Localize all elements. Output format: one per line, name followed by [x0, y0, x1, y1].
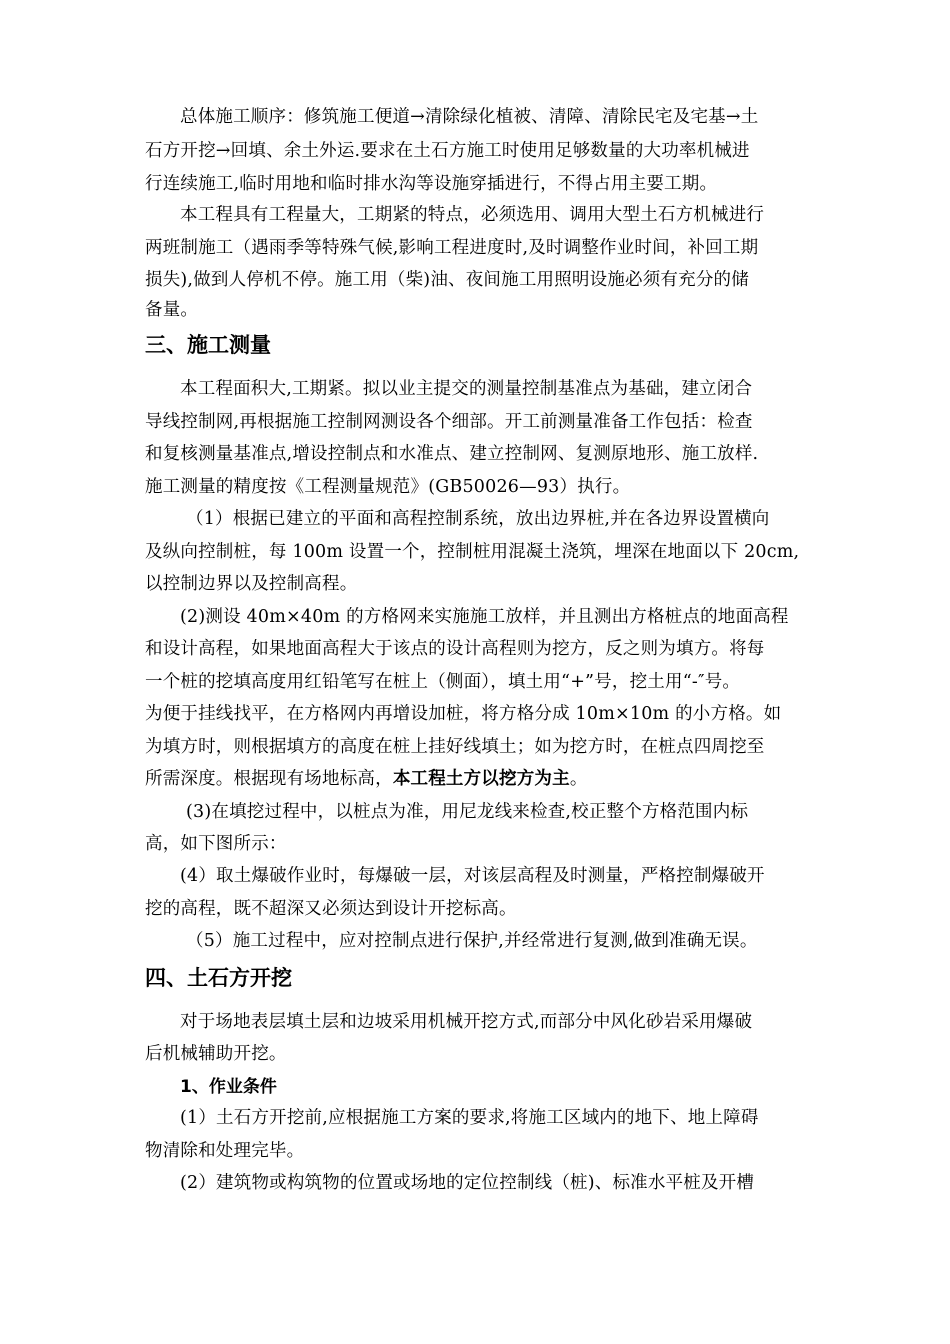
paragraph-line: 对于场地表层填土层和边坡采用机械开挖方式,而部分中风化砂岩采用爆破	[180, 1012, 753, 1032]
paragraph-line: 总体施工顺序：修筑施工便道→清除绿化植被、清障、清除民宅及宅基→土	[180, 107, 759, 127]
paragraph-line: 和设计高程，如果地面高程大于该点的设计高程则为挖方，反之则为填方。将每	[145, 639, 765, 659]
paragraph-line	[145, 768, 588, 790]
paragraph-line: 挖的高程，既不超深又必须达到设计开挖标高。	[145, 899, 517, 919]
bold-emphasis: 本工程土方以挖方为主	[392, 769, 570, 789]
paragraph-line: 为便于挂线找平，在方格网内再增设加桩，将方格分成 10m×10m 的小方格。如	[145, 704, 782, 724]
paragraph-line: (2）建筑物或构筑物的位置或场地的定位控制线（桩)、标准水平桩及开槽	[180, 1173, 755, 1193]
paragraph-line: 一个桩的挖填高度用红铅笔写在桩上（侧面），填土用“+”号，挖土用“-″号。	[145, 672, 741, 692]
paragraph-line: (2)测设 40m×40m 的方格网来实施施工放样，并且测出方格桩点的地面高程	[180, 607, 789, 627]
section-heading-survey: 三、施工测量	[145, 333, 271, 357]
paragraph-line: 本工程具有工程量大，工期紧的特点，必须选用、调用大型土石方机械进行	[180, 205, 765, 225]
paragraph-line: 后机械辅助开挖。	[145, 1044, 287, 1064]
paragraph-line: (1）土石方开挖前,应根据施工方案的要求,将施工区域内的地下、地上障碍	[180, 1108, 759, 1128]
paragraph-line: （1）根据已建立的平面和高程控制系统，放出边界桩,并在各边界设置横向	[186, 509, 770, 529]
paragraph-line: 以控制边界以及控制高程。	[145, 574, 358, 594]
paragraph-line: 行连续施工,临时用地和临时排水沟等设施穿插进行，不得占用主要工期。	[145, 174, 718, 194]
paragraph-line: 物清除和处理完毕。	[145, 1141, 305, 1161]
paragraph-line: 本工程面积大,工期紧。拟以业主提交的测量控制基准点为基础，建立闭合	[180, 379, 753, 399]
paragraph-line: 备量。	[145, 300, 199, 320]
paragraph-line: （5）施工过程中，应对控制点进行保护,并经常进行复测,做到准确无误。	[186, 931, 758, 951]
paragraph-line: (4）取土爆破作业时，每爆破一层，对该层高程及时测量，严格控制爆破开	[180, 866, 765, 886]
paragraph-line: 及纵向控制桩，每 100m 设置一个，控制桩用混凝土浇筑，埋深在地面以下 20cm,	[145, 542, 800, 562]
paragraph-line: 石方开挖→回填、余土外运.要求在土石方施工时使用足够数量的大功率机械进	[145, 141, 750, 161]
plain-text: 。	[569, 769, 588, 789]
paragraph-line: 两班制施工（遇雨季等特殊气候,影响工程进度时,及时调整作业时间，补回工期	[145, 238, 759, 258]
paragraph-line: (3)在填挖过程中，以桩点为准，用尼龙线来检查,校正整个方格范围内标	[186, 802, 749, 822]
subsection-heading: 1、作业条件	[180, 1077, 277, 1097]
paragraph-line: 损失),做到人停机不停。施工用（柴)油、夜间施工用照明设施必须有充分的储	[145, 270, 749, 290]
paragraph-line: 为填方时，则根据填方的高度在桩上挂好线填土；如为挖方时，在桩点四周挖至	[145, 737, 765, 757]
section-heading-excavation: 四、土石方开挖	[145, 966, 292, 990]
paragraph-line: 施工测量的精度按《工程测量规范》(GB50026—93）执行。	[145, 477, 631, 497]
paragraph-line: 高，如下图所示：	[145, 834, 287, 854]
paragraph-line: 导线控制网,再根据施工控制网测设各个细部。开工前测量准备工作包括：检查	[145, 412, 753, 432]
paragraph-line: 和复核测量基准点,增设控制点和水准点、建立控制网、复测原地形、施工放样.	[145, 444, 759, 464]
plain-text: 所需深度。根据现有场地标高，	[145, 769, 393, 789]
